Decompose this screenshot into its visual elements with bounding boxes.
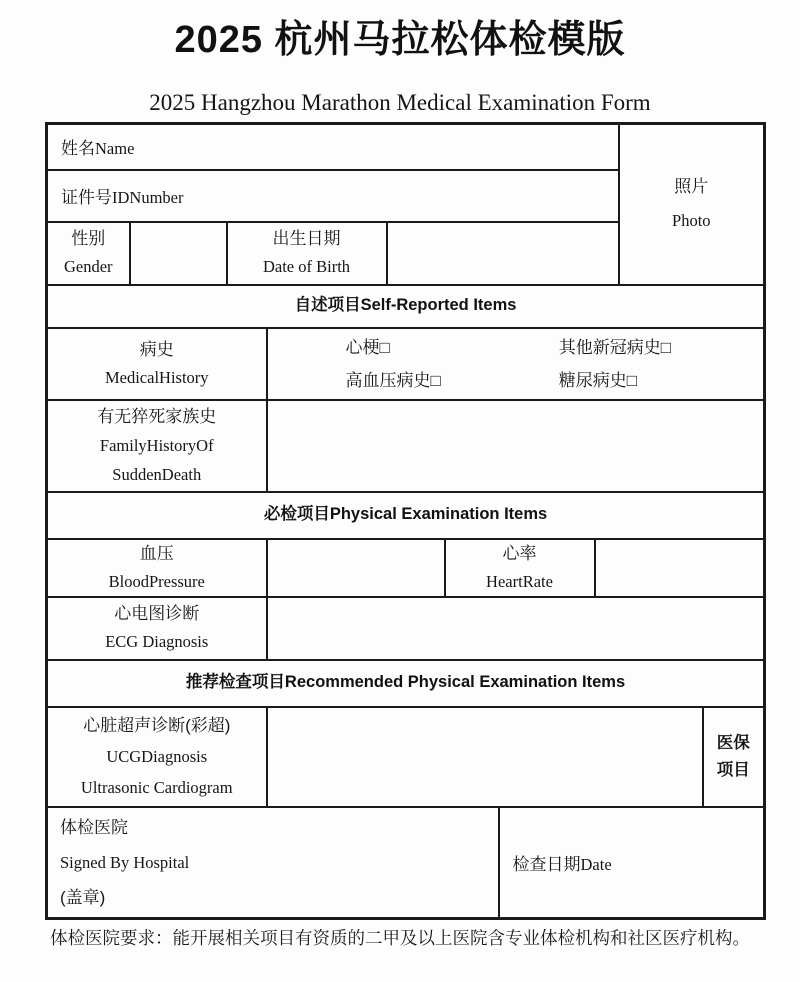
history-options-column-2 [559,331,671,397]
name-label-en: Name [95,139,135,159]
insurance-label-line1: 医保 [716,733,750,752]
id-label-en: IDNumber [112,188,184,207]
page-title: 2025 杭州马拉松体检模版 [174,19,626,61]
dob-label-zh: 出生日期 [272,229,341,248]
exam-date-label-en: Date [580,854,612,874]
ucg-label-zh: 心脏超声诊断(彩超) [83,716,231,735]
gender-label-zh: 性别 [71,229,106,248]
family-history-label-en1: FamilyHistoryOf [99,436,214,455]
ucg-label-cell [47,707,267,807]
hospital-seal-label: (盖章) [60,887,106,907]
gender-value-cell[interactable] [130,222,227,285]
photo-box[interactable] [619,124,765,285]
heart-rate-label-zh: 心率 [502,543,537,563]
section-header-recommended [47,660,765,707]
ucg-result-cell[interactable] [267,707,703,807]
exam-date-label-zh: 检查日期 [512,854,581,874]
section-header-self-reported [47,285,765,328]
section-header-physical [47,492,765,539]
medical-history-options-cell [267,328,765,400]
insurance-label-line2: 项目 [716,760,750,779]
heart-rate-label-en: HeartRate [486,571,553,591]
photo-label-zh: 照片 [674,177,709,197]
page-subtitle-english: 2025 Hangzhou Marathon Medical Examination Form [149,90,651,115]
ucg-label-en2: Ultrasonic Cardiogram [80,778,233,797]
footer-requirement-note [50,924,750,952]
gender-label-en: Gender [63,257,113,276]
insurance-item-cell [703,707,765,807]
hospital-label-zh: 体检医院 [60,817,128,837]
medical-form-table [45,122,766,920]
footer-note-text: 体检医院要求：能开展相关项目有资质的二甲及以上医院含专业体检机构和社区医疗机构。 [50,928,750,948]
hospital-label-en: Signed By Hospital [60,852,190,872]
hospital-signature-cell[interactable] [47,807,499,919]
heart-rate-label-cell [445,539,595,597]
ucg-label-en1: UCGDiagnosis [106,747,208,766]
ecg-result-cell[interactable] [267,597,765,660]
dob-value-cell[interactable] [387,222,619,285]
blood-pressure-label-en: BloodPressure [108,571,205,591]
blood-pressure-value-cell[interactable] [267,539,445,597]
recommended-header-zh: 推荐检查项目 [185,672,285,691]
history-options-column-1 [346,331,441,397]
checkbox-hypertension[interactable]: 高血压病史□ [345,370,441,390]
self-reported-header-zh: 自述项目 [294,295,361,314]
family-history-label-zh: 有无猝死家族史 [97,407,217,426]
blood-pressure-label-zh: 血压 [139,543,174,563]
gender-label-cell [47,222,130,285]
ecg-label-cell [47,597,267,660]
exam-date-cell[interactable] [499,807,765,919]
physical-header-en: Physical Examination Items [329,504,548,523]
dob-label-en: Date of Birth [262,257,351,276]
medical-history-label-zh: 病史 [139,339,174,359]
checkbox-covid-history[interactable]: 其他新冠病史□ [558,337,672,357]
dob-label-cell [227,222,387,285]
ecg-label-zh: 心电图诊断 [114,604,200,623]
family-history-label-en2: SuddenDeath [112,465,202,484]
ecg-label-en: ECG Diagnosis [105,632,209,651]
heart-rate-value-cell[interactable] [595,539,765,597]
id-label-zh: 证件号 [61,188,112,207]
family-history-input-cell[interactable] [267,400,765,492]
name-label-zh: 姓名 [61,139,95,159]
self-reported-header-en: Self-Reported Items [360,295,517,314]
medical-history-label-cell [47,328,267,400]
checkbox-heart-attack[interactable]: 心梗□ [345,337,390,357]
medical-history-label-en: MedicalHistory [104,367,209,387]
physical-header-zh: 必检项目 [263,504,330,523]
blood-pressure-label-cell [47,539,267,597]
family-history-label-cell [47,400,267,492]
photo-label-en: Photo [672,211,711,231]
id-number-field-cell[interactable] [47,170,619,222]
name-field-cell[interactable] [47,124,619,170]
checkbox-diabetes[interactable]: 糖尿病史□ [558,370,638,390]
recommended-header-en: Recommended Physical Examination Items [284,672,626,691]
